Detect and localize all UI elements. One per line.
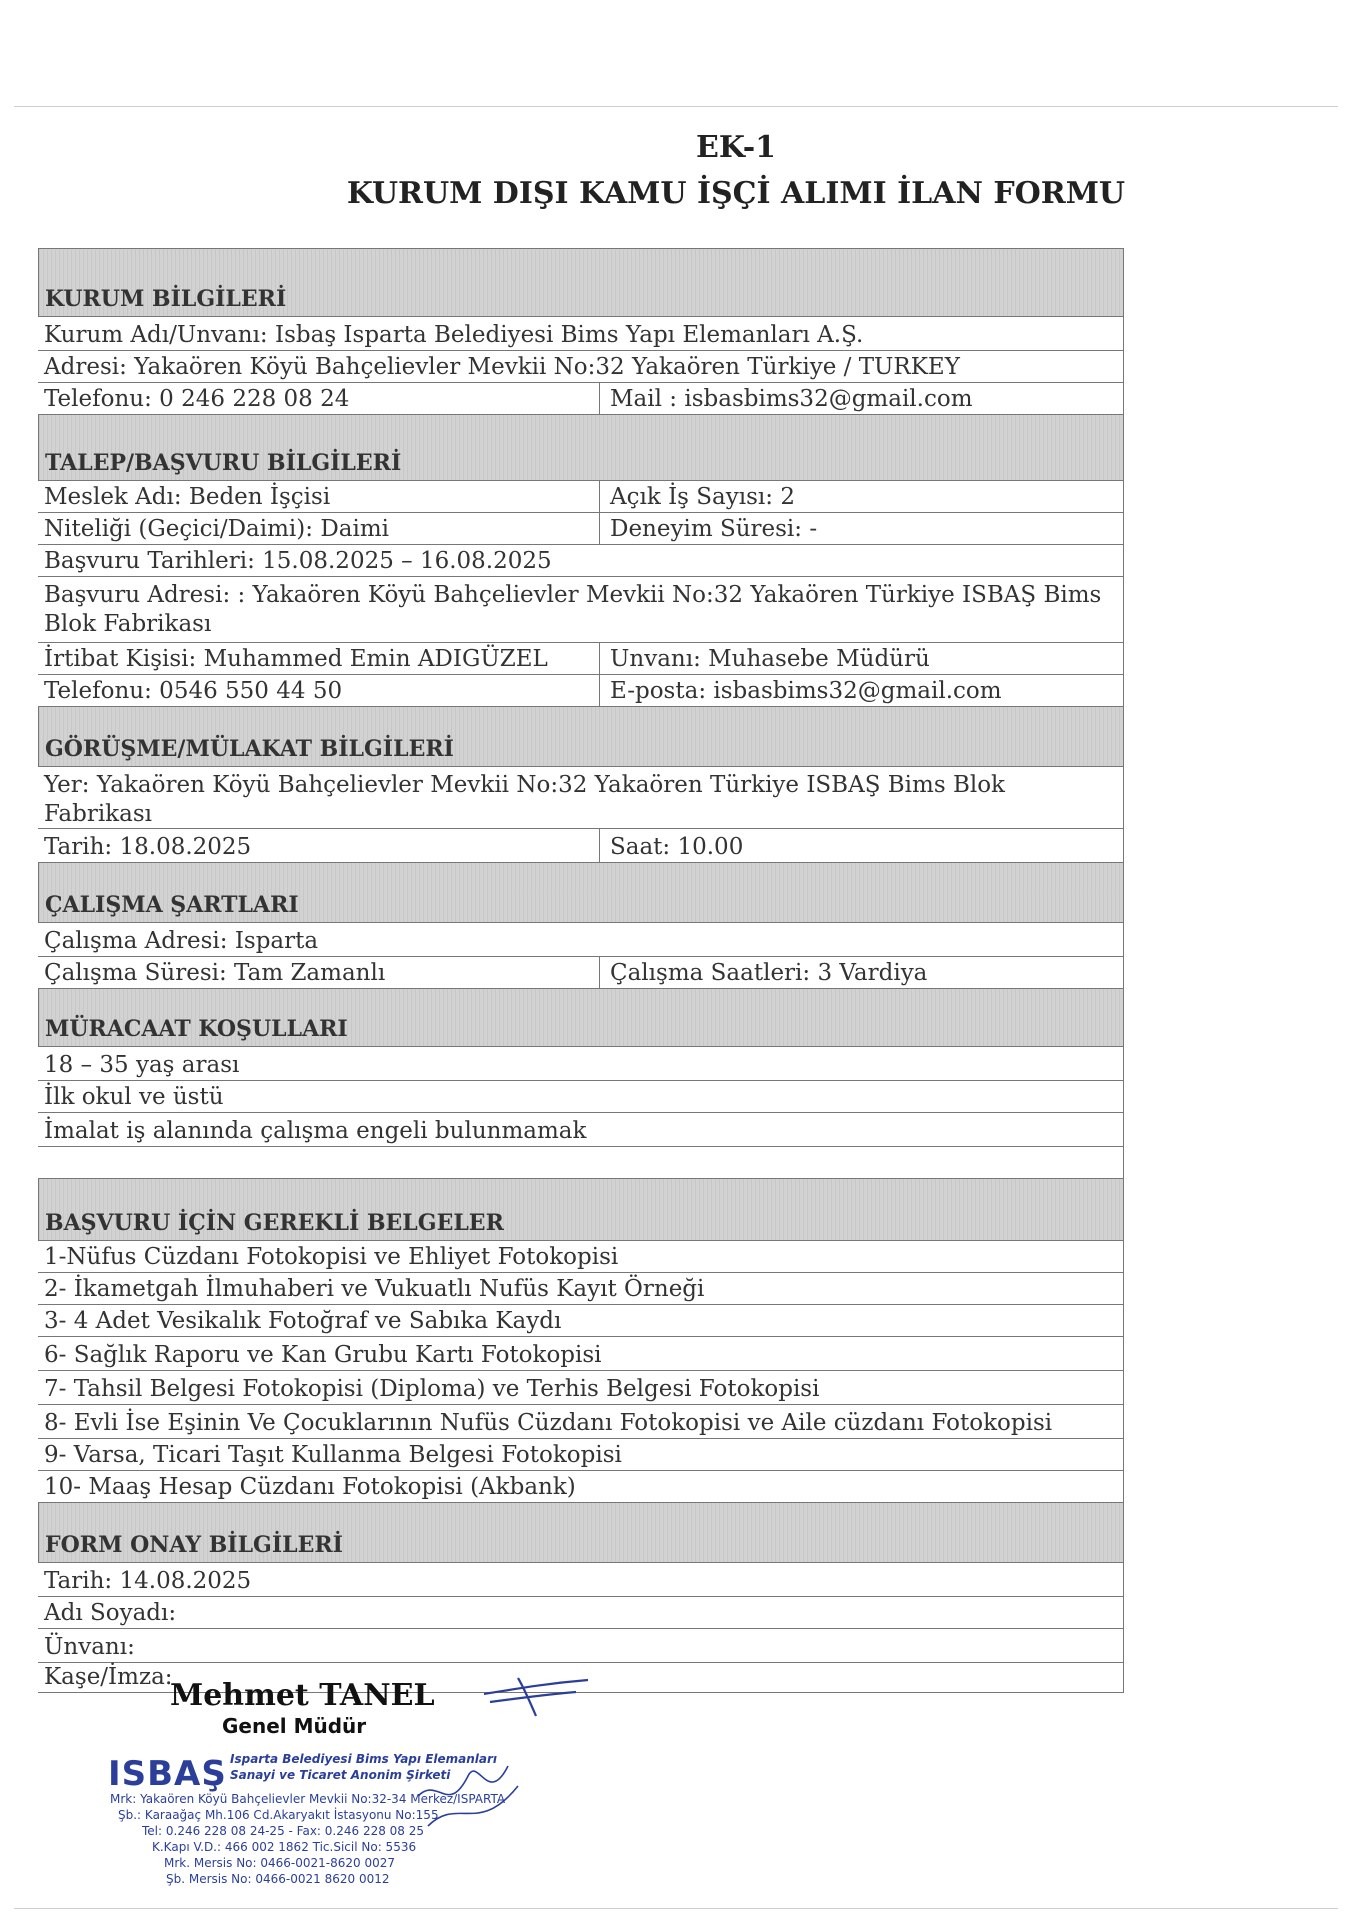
- signer-name: Mehmet TANEL: [170, 1678, 435, 1713]
- kurum-adi: Kurum Adı/Unvanı: Isbaş Isparta Belediyesi Bims Yapı Elemanları A.Ş.: [44, 321, 864, 348]
- section-header-talep: TALEP/BAŞVURU BİLGİLERİ: [38, 414, 1124, 480]
- row-onay-tarih: [38, 1562, 1124, 1596]
- bottom-rule: [14, 1908, 1338, 1909]
- row-kurum-adres: [38, 350, 1124, 382]
- list-item: [38, 1272, 1124, 1304]
- belge-10: 10- Maaş Hesap Cüzdanı Fotokopisi (Akbank): [44, 1473, 576, 1500]
- list-item: [38, 1404, 1124, 1438]
- belge-7: 7- Tahsil Belgesi Fotokopisi (Diploma) ve Terhis Belgesi Fotokopisi: [44, 1375, 820, 1402]
- gorusme-yer: Yer: Yakaören Köyü Bahçelievler Mevkii No:32 Yakaören Türkiye ISBAŞ Bims Blok Fabrikası: [44, 772, 1005, 827]
- calisma-saatleri: Çalışma Saatleri: 3 Vardiya: [610, 959, 928, 986]
- meslek-adi: Meslek Adı: Beden İşçisi: [38, 481, 600, 512]
- section-header-muracaat: MÜRACAAT KOŞULLARI: [38, 988, 1124, 1046]
- section-header-calisma: ÇALIŞMA ŞARTLARI: [38, 862, 1124, 922]
- form-title: KURUM DIŞI KAMU İŞÇİ ALIMI İLAN FORMU: [346, 176, 1126, 211]
- calisma-adresi: Çalışma Adresi: Isparta: [44, 927, 319, 954]
- section-header-gorusme: GÖRÜŞME/MÜLAKAT BİLGİLERİ: [38, 706, 1124, 766]
- list-item: [38, 1336, 1124, 1370]
- onay-unvani: Ünvanı:: [44, 1633, 135, 1660]
- stamp-line-4: K.Kapı V.D.: 466 002 1862 Tic.Sicil No: 5536: [152, 1840, 417, 1854]
- list-item: [38, 1080, 1124, 1112]
- kurum-adres: Adresi: Yakaören Köyü Bahçelievler Mevkii No:32 Yakaören Türkiye / TURKEY: [44, 353, 960, 380]
- onay-tarih: Tarih: 14.08.2025: [44, 1567, 252, 1594]
- row-calisma-adres: [38, 922, 1124, 956]
- list-item: [38, 1304, 1124, 1336]
- section-header-belgeler: BAŞVURU İÇİN GEREKLİ BELGELER: [38, 1178, 1124, 1240]
- row-onay-unvan: [38, 1628, 1124, 1662]
- signer-title: Genel Müdür: [222, 1714, 367, 1738]
- list-item: [38, 1240, 1124, 1272]
- row-basvuru-tarihleri: [38, 544, 1124, 576]
- top-rule: [14, 106, 1338, 107]
- row-irtibat: [38, 642, 1124, 674]
- row-onay-adi: [38, 1596, 1124, 1628]
- row-kurum-adi: [38, 316, 1124, 350]
- irtibat-eposta: E-posta: isbasbims32@gmail.com: [610, 677, 1002, 704]
- gorusme-tarih: Tarih: 18.08.2025: [38, 829, 600, 862]
- irtibat-telefon: Telefonu: 0546 550 44 50: [38, 675, 600, 706]
- stamp-line-1: Mrk: Yakaören Köyü Bahçelievler Mevkii No:32-34 Merkez/ISPARTA: [110, 1792, 506, 1806]
- belge-2: 2- İkametgah İlmuhaberi ve Vukuatlı Nufüs Kayıt Örneği: [44, 1275, 705, 1302]
- stamp-line-6: Şb. Mersis No: 0466-0021 8620 0012: [166, 1872, 390, 1886]
- row-basvuru-adresi: [38, 576, 1124, 642]
- list-item: [38, 1370, 1124, 1404]
- stamp-line-5: Mrk. Mersis No: 0466-0021-8620 0027: [164, 1856, 395, 1870]
- belge-1: 1-Nüfus Cüzdanı Fotokopisi ve Ehliyet Fotokopisi: [44, 1243, 619, 1270]
- deneyim-suresi: Deneyim Süresi: -: [610, 515, 818, 542]
- list-item: [38, 1438, 1124, 1470]
- stamp-line-3: Tel: 0.246 228 08 24-25 - Fax: 0.246 228 08 25: [142, 1824, 425, 1838]
- basvuru-tarihleri: Başvuru Tarihleri: 15.08.2025 – 16.08.2025: [44, 547, 552, 574]
- row-gorusme-zaman: [38, 828, 1124, 862]
- row-gorusme-yer: [38, 766, 1124, 828]
- stamp-company-line2: Sanayi ve Ticaret Anonim Şirketi: [230, 1768, 451, 1782]
- kosul-1: 18 – 35 yaş arası: [44, 1051, 240, 1078]
- section-header-onay: FORM ONAY BİLGİLERİ: [38, 1502, 1124, 1562]
- row-kurum-iletisim: [38, 382, 1124, 414]
- company-stamp: [108, 1746, 528, 1906]
- belge-6: 6- Sağlık Raporu ve Kan Grubu Kartı Fotokopisi: [44, 1341, 602, 1368]
- acik-is-sayisi: Açık İş Sayısı: 2: [610, 483, 795, 510]
- kurum-mail: Mail : isbasbims32@gmail.com: [610, 385, 973, 412]
- stamp-logo: ISBAŞ: [108, 1754, 227, 1794]
- kosul-3: İmalat iş alanında çalışma engeli bulunmamak: [44, 1117, 587, 1144]
- belge-8: 8- Evli İse Eşinin Ve Çocuklarının Nufüs Cüzdanı Fotokopisi ve Aile cüzdanı Fotokopisi: [44, 1409, 1053, 1436]
- onay-kase-imza: Kaşe/İmza:: [44, 1663, 173, 1690]
- form-code: EK-1: [695, 130, 777, 165]
- list-item: [38, 1046, 1124, 1080]
- stamp-line-2: Şb.: Karaağaç Mh.106 Cd.Akaryakıt İstasyonu No:155: [118, 1808, 439, 1822]
- empty-row: [38, 1146, 1124, 1178]
- stamp-company-line1: Isparta Belediyesi Bims Yapı Elemanları: [230, 1752, 498, 1766]
- niteligi: Niteliği (Geçici/Daimi): Daimi: [38, 513, 600, 544]
- row-calisma-sure: [38, 956, 1124, 988]
- section-header-kurum: KURUM BİLGİLERİ: [38, 248, 1124, 316]
- row-meslek: [38, 480, 1124, 512]
- onay-adi-soyadi: Adı Soyadı:: [44, 1599, 177, 1626]
- announcement-form: [38, 248, 1124, 1693]
- kurum-telefon: Telefonu: 0 246 228 08 24: [38, 383, 600, 414]
- row-nitelik: [38, 512, 1124, 544]
- basvuru-adresi: Başvuru Adresi: : Yakaören Köyü Bahçelievler Mevkii No:32 Yakaören Türkiye ISBAŞ Bims Blok Fabrikası: [44, 582, 1102, 637]
- irtibat-unvan: Unvanı: Muhasebe Müdürü: [610, 645, 930, 672]
- kosul-2: İlk okul ve üstü: [44, 1083, 224, 1110]
- irtibat-kisisi: İrtibat Kişisi: Muhammed Emin ADIGÜZEL: [38, 643, 600, 674]
- row-irtibat-iletisim: [38, 674, 1124, 706]
- calisma-suresi: Çalışma Süresi: Tam Zamanlı: [38, 957, 600, 988]
- belge-9: 9- Varsa, Ticari Taşıt Kullanma Belgesi Fotokopisi: [44, 1441, 622, 1468]
- list-item: [38, 1112, 1124, 1146]
- stamp-signature-icon: [408, 1736, 528, 1856]
- gorusme-saat: Saat: 10.00: [610, 833, 744, 860]
- belge-3: 3- 4 Adet Vesikalık Fotoğraf ve Sabıka Kaydı: [44, 1307, 562, 1334]
- list-item: [38, 1470, 1124, 1502]
